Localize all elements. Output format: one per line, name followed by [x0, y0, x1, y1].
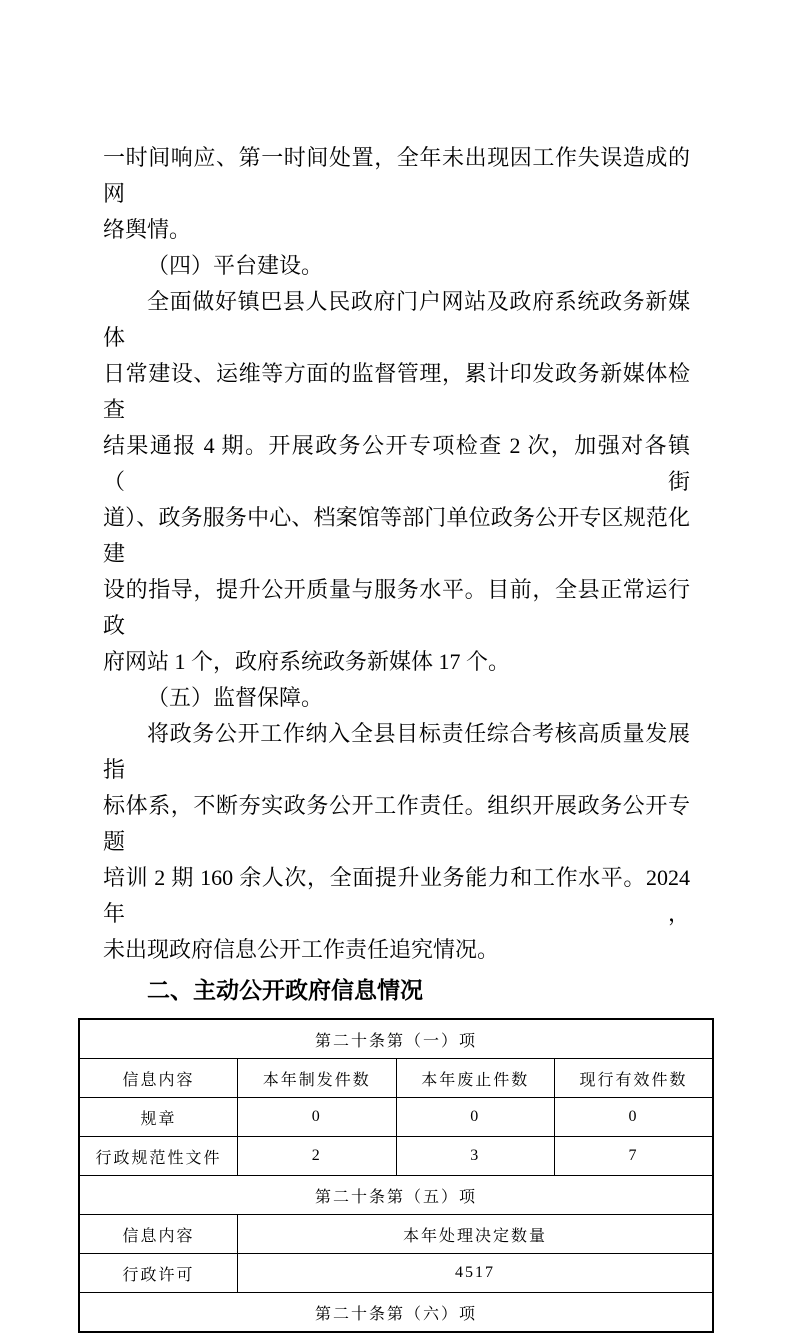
table-cell: 0	[396, 1098, 555, 1137]
table-header-cell: 信息内容	[79, 1059, 238, 1098]
table-header-cell: 本年制发件数	[238, 1059, 397, 1098]
table-cell: 0	[238, 1098, 397, 1137]
table-header-cell: 现行有效件数	[555, 1059, 714, 1098]
body-line: 设的指导，提升公开质量与服务水平。目前，全县正常运行政	[103, 577, 690, 638]
table-header-cell: 信息内容	[79, 1215, 238, 1254]
table-cell: 7	[555, 1137, 714, 1176]
table-header-cell: 本年废止件数	[396, 1059, 555, 1098]
body-line: 将政务公开工作纳入全县目标责任综合考核高质量发展指	[103, 721, 690, 782]
table-cell: 3	[396, 1137, 555, 1176]
body-line: 培训 2 期 160 余人次，全面提升业务能力和工作水平。2024 年，	[103, 865, 690, 926]
table-row	[79, 1293, 713, 1333]
table-section-title: 第二十条第（六）项	[79, 1293, 713, 1333]
body-line: 道）、政务服务中心、档案馆等部门单位政务公开专区规范化建	[103, 505, 690, 566]
table-row	[79, 1019, 713, 1059]
table-cell: 0	[555, 1098, 714, 1137]
body-line-subheading: （五）监督保障。	[147, 685, 324, 710]
body-line: 络舆情。	[103, 217, 192, 242]
body-line: 府网站 1 个，政府系统政务新媒体 17 个。	[103, 649, 511, 674]
table-cell: 4517	[238, 1254, 714, 1293]
table-header-cell: 本年处理决定数量	[238, 1215, 714, 1254]
table-row	[79, 1098, 713, 1137]
table-row	[79, 1137, 713, 1176]
body-line: 标体系，不断夯实政务公开工作责任。组织开展政务公开专题	[103, 793, 690, 854]
body-line: 全面做好镇巴县人民政府门户网站及政府系统政务新媒体	[103, 289, 690, 350]
body-line: 日常建设、运维等方面的监督管理，累计印发政务新媒体检查	[103, 361, 690, 422]
body-line: 未出现政府信息公开工作责任追究情况。	[103, 937, 500, 962]
table-row	[79, 1254, 713, 1293]
table-row-label: 规章	[79, 1098, 238, 1137]
body-line-subheading: （四）平台建设。	[147, 253, 324, 278]
table-row	[79, 1059, 713, 1098]
table-section-title: 第二十条第（一）项	[79, 1019, 713, 1059]
table-row-label: 行政许可	[79, 1254, 238, 1293]
table-row	[79, 1215, 713, 1254]
table-cell: 2	[238, 1137, 397, 1176]
disclosure-statistics-table	[78, 1018, 714, 1333]
table-row	[79, 1176, 713, 1215]
section-heading: 二、主动公开政府信息情况	[147, 977, 423, 1003]
body-line: 一时间响应、第一时间处置，全年未出现因工作失误造成的网	[103, 145, 690, 206]
table-section-title: 第二十条第（五）项	[79, 1176, 713, 1215]
table-row-label: 行政规范性文件	[79, 1137, 238, 1176]
body-line: 结果通报 4 期。开展政务公开专项检查 2 次，加强对各镇（街	[103, 433, 690, 494]
